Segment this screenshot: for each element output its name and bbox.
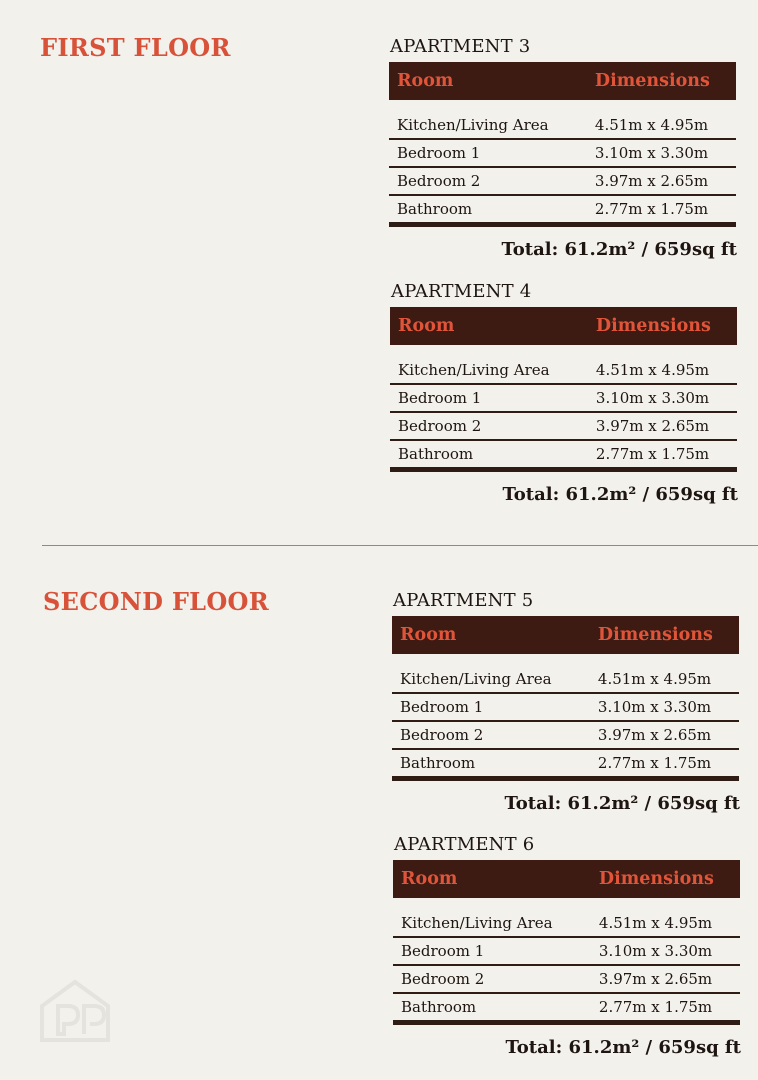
room-name: Bedroom 1 (392, 693, 584, 721)
apartment-title: APARTMENT 4 (391, 281, 532, 302)
table-row (390, 440, 737, 470)
table-header (393, 860, 740, 898)
room-dimensions: 2.77m x 1.75m (584, 749, 739, 779)
room-name: Bedroom 2 (393, 965, 585, 993)
room-name: Bedroom 1 (390, 384, 582, 412)
room-dimensions: 3.97m x 2.65m (582, 412, 737, 440)
total-area: Total: 61.2m² / 659sq ft (505, 1037, 741, 1058)
room-name: Bathroom (390, 440, 582, 470)
room-column-header: Room (389, 62, 581, 100)
room-dimensions-table (392, 616, 739, 781)
room-name: Bedroom 1 (389, 139, 581, 167)
apartment-title: APARTMENT 6 (394, 834, 535, 855)
table-header (392, 616, 739, 654)
table-row (390, 384, 737, 412)
room-name: Kitchen/Living Area (393, 910, 585, 937)
room-dimensions: 4.51m x 4.95m (581, 112, 736, 139)
table-row (389, 167, 736, 195)
table-row (392, 749, 739, 779)
room-name: Bathroom (392, 749, 584, 779)
dimensions-column-header: Dimensions (584, 616, 739, 654)
room-dimensions: 3.10m x 3.30m (584, 693, 739, 721)
dimensions-column-header: Dimensions (585, 860, 740, 898)
apartment-5 (392, 590, 741, 814)
property-pal-logo-icon (38, 978, 112, 1044)
room-name: Kitchen/Living Area (390, 357, 582, 384)
total-area: Total: 61.2m² / 659sq ft (502, 484, 738, 505)
total-area: Total: 61.2m² / 659sq ft (501, 239, 737, 260)
table-row (393, 965, 740, 993)
room-dimensions: 4.51m x 4.95m (585, 910, 740, 937)
room-dimensions: 2.77m x 1.75m (581, 195, 736, 225)
total-area: Total: 61.2m² / 659sq ft (504, 793, 740, 814)
room-dimensions-table (393, 860, 740, 1025)
room-name: Bathroom (393, 993, 585, 1023)
apartment-3 (389, 36, 738, 260)
room-name: Bedroom 1 (393, 937, 585, 965)
floor-divider (42, 545, 758, 546)
room-dimensions: 2.77m x 1.75m (585, 993, 740, 1023)
room-name: Bathroom (389, 195, 581, 225)
room-name: Bedroom 2 (390, 412, 582, 440)
table-header (390, 307, 737, 345)
room-dimensions: 3.10m x 3.30m (585, 937, 740, 965)
room-dimensions: 3.10m x 3.30m (581, 139, 736, 167)
apartment-title: APARTMENT 3 (390, 36, 531, 57)
room-dimensions: 3.97m x 2.65m (584, 721, 739, 749)
table-row (392, 666, 739, 693)
room-name: Bedroom 2 (389, 167, 581, 195)
room-name: Kitchen/Living Area (392, 666, 584, 693)
apartment-6 (393, 834, 742, 1058)
room-dimensions: 3.97m x 2.65m (581, 167, 736, 195)
floor-title-second: SECOND FLOOR (43, 587, 270, 616)
room-dimensions: 2.77m x 1.75m (582, 440, 737, 470)
apartment-4 (390, 281, 739, 505)
dimensions-column-header: Dimensions (581, 62, 736, 100)
room-column-header: Room (392, 616, 584, 654)
table-row (389, 139, 736, 167)
room-name: Bedroom 2 (392, 721, 584, 749)
dimensions-column-header: Dimensions (582, 307, 737, 345)
room-dimensions-table (390, 307, 737, 472)
room-column-header: Room (390, 307, 582, 345)
table-row (393, 937, 740, 965)
table-row (390, 412, 737, 440)
table-row (389, 195, 736, 225)
table-row (392, 693, 739, 721)
table-header (389, 62, 736, 100)
room-name: Kitchen/Living Area (389, 112, 581, 139)
room-dimensions: 3.10m x 3.30m (582, 384, 737, 412)
apartment-title: APARTMENT 5 (393, 590, 534, 611)
room-dimensions: 4.51m x 4.95m (582, 357, 737, 384)
room-dimensions: 4.51m x 4.95m (584, 666, 739, 693)
floor-title-first: FIRST FLOOR (40, 33, 231, 62)
table-row (393, 910, 740, 937)
table-row (390, 357, 737, 384)
room-dimensions: 3.97m x 2.65m (585, 965, 740, 993)
room-column-header: Room (393, 860, 585, 898)
room-dimensions-table (389, 62, 736, 227)
table-row (392, 721, 739, 749)
table-row (393, 993, 740, 1023)
table-row (389, 112, 736, 139)
